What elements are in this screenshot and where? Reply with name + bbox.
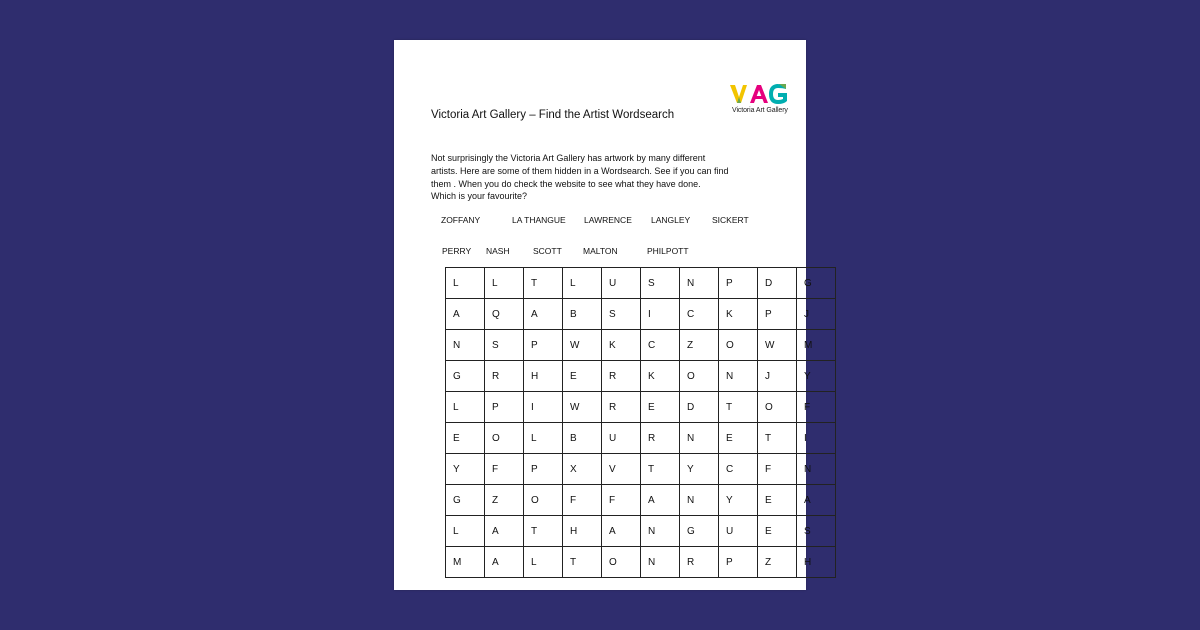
grid-cell: Z [485,485,524,516]
grid-cell: T [719,392,758,423]
grid-cell: R [602,361,641,392]
vag-logo [730,83,792,117]
word-la-thangue: LA THANGUE [512,215,566,225]
logo-caption: Victoria Art Gallery [732,107,788,114]
grid-cell: Y [446,454,485,485]
grid-cell: A [485,516,524,547]
grid-cell: N [680,423,719,454]
word-malton: MALTON [583,246,618,256]
grid-cell: U [602,268,641,299]
vag-logo-mark [730,83,788,105]
grid-cell: D [680,392,719,423]
grid-cell: E [563,361,602,392]
grid-cell: L [524,423,563,454]
grid-cell: E [641,392,680,423]
grid-cell: E [758,516,797,547]
grid-cell: S [797,516,836,547]
grid-cell: N [680,485,719,516]
grid-cell: M [446,547,485,578]
grid-row [446,423,836,454]
grid-cell: R [602,392,641,423]
grid-cell: W [563,392,602,423]
grid-cell: Z [680,330,719,361]
grid-row [446,454,836,485]
grid-cell: Q [485,299,524,330]
grid-cell: I [524,392,563,423]
grid-cell: C [719,454,758,485]
grid-row [446,547,836,578]
grid-cell: R [641,423,680,454]
wordsearch-grid [445,267,836,578]
word-philpott: PHILPOTT [647,246,689,256]
grid-cell: P [758,299,797,330]
grid-cell: C [680,299,719,330]
grid-row [446,361,836,392]
grid-cell: F [485,454,524,485]
grid-cell: P [524,454,563,485]
grid-cell: T [641,454,680,485]
word-lawrence: LAWRENCE [584,215,632,225]
grid-cell: L [563,268,602,299]
wordsearch-grid-body [446,268,836,578]
grid-cell: N [680,268,719,299]
grid-cell: S [602,299,641,330]
word-sickert: SICKERT [712,215,749,225]
grid-row [446,392,836,423]
grid-cell: S [485,330,524,361]
grid-cell: O [680,361,719,392]
grid-cell: T [524,516,563,547]
grid-row [446,485,836,516]
grid-cell: O [758,392,797,423]
grid-cell: O [524,485,563,516]
grid-cell: R [485,361,524,392]
grid-cell: P [719,547,758,578]
grid-cell: W [563,330,602,361]
grid-cell: B [563,423,602,454]
grid-cell: A [446,299,485,330]
grid-cell: K [641,361,680,392]
grid-cell: T [563,547,602,578]
page-title: Victoria Art Gallery – Find the Artist Wordsearch [431,109,675,121]
grid-cell: K [719,299,758,330]
grid-cell: R [680,547,719,578]
grid-row [446,299,836,330]
grid-cell: H [563,516,602,547]
grid-row [446,330,836,361]
grid-cell: L [485,268,524,299]
word-zoffany: ZOFFANY [441,215,481,225]
grid-cell: X [563,454,602,485]
grid-cell: N [446,330,485,361]
grid-cell: A [602,516,641,547]
grid-cell: L [524,547,563,578]
grid-cell: J [797,299,836,330]
grid-cell: I [797,423,836,454]
grid-cell: N [641,516,680,547]
grid-cell: G [680,516,719,547]
grid-cell: N [719,361,758,392]
grid-cell: P [485,392,524,423]
grid-cell: E [446,423,485,454]
grid-cell: W [758,330,797,361]
grid-cell: H [524,361,563,392]
intro-paragraph: Not surprisingly the Victoria Art Gallery has artwork by many different artists. Here are some of them hidden in a Wordsearch. See if you can find them . When you do check the website to see what they have done. Which is your favourite? [431,153,729,202]
grid-cell: G [797,268,836,299]
grid-cell: L [446,268,485,299]
grid-cell: G [446,361,485,392]
word-langley: LANGLEY [651,215,691,225]
grid-cell: O [719,330,758,361]
grid-cell: N [797,454,836,485]
grid-cell: P [524,330,563,361]
grid-cell: E [719,423,758,454]
grid-cell: A [797,485,836,516]
grid-cell: Y [797,361,836,392]
grid-cell: F [797,392,836,423]
worksheet-page [394,40,813,590]
grid-cell: J [758,361,797,392]
grid-cell: O [602,547,641,578]
word-perry: PERRY [442,246,472,256]
grid-cell: U [602,423,641,454]
grid-cell: L [446,392,485,423]
grid-cell: D [758,268,797,299]
grid-cell: K [602,330,641,361]
grid-cell: G [446,485,485,516]
grid-cell: A [485,547,524,578]
grid-cell: Y [719,485,758,516]
grid-cell: B [563,299,602,330]
word-nash: NASH [486,246,510,256]
grid-cell: U [719,516,758,547]
grid-cell: S [641,268,680,299]
grid-cell: A [524,299,563,330]
grid-cell: L [446,516,485,547]
grid-cell: F [602,485,641,516]
grid-cell: A [641,485,680,516]
grid-cell: T [758,423,797,454]
grid-cell: T [524,268,563,299]
grid-cell: Y [680,454,719,485]
grid-cell: P [719,268,758,299]
grid-cell: N [641,547,680,578]
word-scott: SCOTT [533,246,562,256]
grid-cell: H [797,547,836,578]
grid-row [446,268,836,299]
grid-cell: I [641,299,680,330]
grid-cell: V [602,454,641,485]
grid-cell: O [485,423,524,454]
grid-cell: M [797,330,836,361]
grid-cell: F [563,485,602,516]
grid-row [446,516,836,547]
grid-cell: Z [758,547,797,578]
grid-cell: C [641,330,680,361]
grid-cell: F [758,454,797,485]
grid-cell: E [758,485,797,516]
